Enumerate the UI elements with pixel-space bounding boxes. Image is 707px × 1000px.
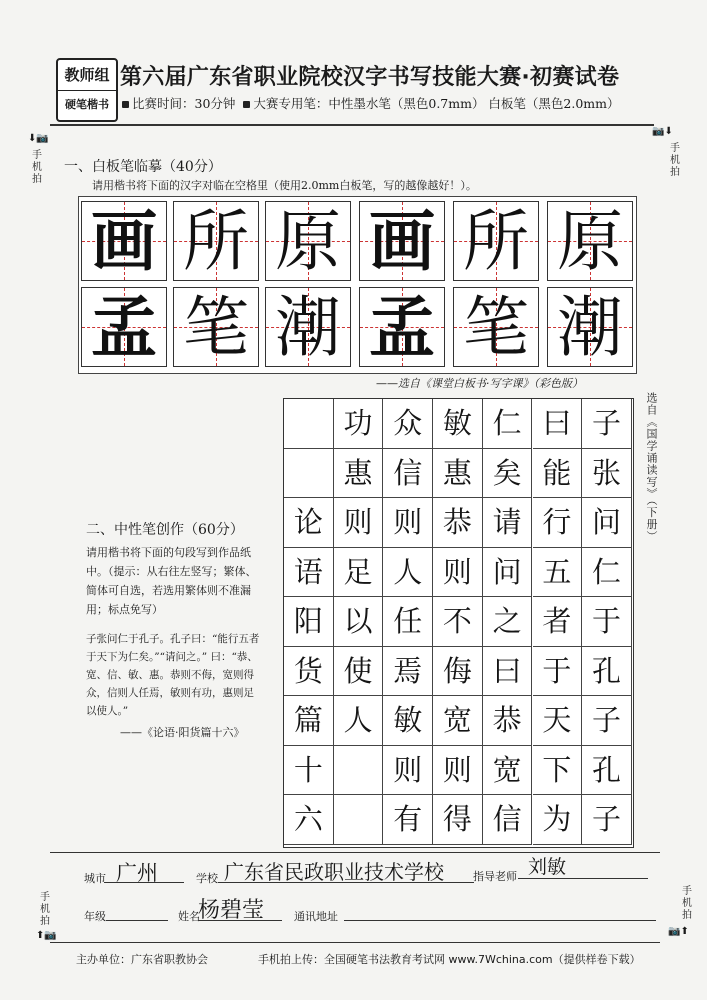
model-char: 笔 xyxy=(183,289,249,366)
grid-cell[interactable]: 行 xyxy=(533,498,583,548)
side-label-left: 手机拍 xyxy=(32,150,42,185)
model-cell xyxy=(265,287,351,367)
bullet-icon xyxy=(122,101,129,108)
grid-cell[interactable]: 能 xyxy=(533,449,583,499)
copy-cell[interactable] xyxy=(359,287,445,367)
model-cell xyxy=(81,287,167,367)
grid-cell[interactable]: 敏 xyxy=(433,399,483,449)
grid-cell[interactable]: 惠 xyxy=(334,449,384,499)
grid-cell[interactable] xyxy=(284,399,334,449)
side-label-left-bottom: 手机拍 xyxy=(40,892,50,927)
copy-cell[interactable] xyxy=(359,201,445,281)
grid-cell[interactable]: 则 xyxy=(383,746,433,796)
grid-cell[interactable]: 六 xyxy=(284,795,334,845)
grid-cell[interactable]: 曰 xyxy=(533,399,583,449)
grid-cell[interactable]: 货 xyxy=(284,647,334,697)
side-label-right: 手机拍 xyxy=(670,143,680,178)
grid-cell[interactable]: 使 xyxy=(334,647,384,697)
model-char: 原 xyxy=(275,203,341,280)
section1-source: ——选自《课堂白板书·写字课》（彩色版） xyxy=(376,377,583,390)
grid-cell[interactable]: 者 xyxy=(533,597,583,647)
grid-cell[interactable]: 论 xyxy=(284,498,334,548)
grid-cell[interactable]: 信 xyxy=(383,449,433,499)
category-badge xyxy=(56,58,118,122)
grid-cell[interactable]: 有 xyxy=(383,795,433,845)
grid-cell[interactable]: 为 xyxy=(533,795,583,845)
grid-cell[interactable]: 侮 xyxy=(433,647,483,697)
grid-cell[interactable]: 恭 xyxy=(433,498,483,548)
organizer: 主办单位：广东省职教协会 xyxy=(76,953,208,966)
grid-cell[interactable]: 曰 xyxy=(483,647,533,697)
model-cell xyxy=(81,201,167,281)
city-value: 广州 xyxy=(116,861,158,885)
badge-group: 教师组 xyxy=(58,60,116,91)
copy-char: 所 xyxy=(463,203,529,280)
copy-char: 原 xyxy=(557,203,623,280)
grid-cell[interactable]: 则 xyxy=(433,746,483,796)
grid-cell[interactable]: 十 xyxy=(284,746,334,796)
grid-cell[interactable]: 之 xyxy=(483,597,533,647)
model-cell xyxy=(173,287,259,367)
exam-pens: 大赛专用笔：中性墨水笔（黑色0.7mm） 白板笔（黑色2.0mm） xyxy=(253,96,620,111)
grade-field[interactable] xyxy=(106,902,168,921)
grid-cell[interactable]: 恭 xyxy=(483,696,533,746)
section2-passage: 子张问仁于孔子。孔子曰：“能行五者于天下为仁矣。”“请问之。” 曰：“恭、宽、信、敏、惠。恭则不侮，宽则得众，信则人任焉，敏则有功，惠则足以使人。” xyxy=(86,633,260,717)
camera-up-icon: ⬆📷 xyxy=(36,930,57,941)
grid-cell[interactable]: 不 xyxy=(433,597,483,647)
model-practice-area xyxy=(78,196,637,374)
grid-cell[interactable]: 宽 xyxy=(433,696,483,746)
copy-cell[interactable] xyxy=(453,287,539,367)
copy-cell[interactable] xyxy=(547,201,633,281)
copy-char: 画 xyxy=(369,203,435,280)
teacher-label: 指导老师 xyxy=(473,870,517,883)
grid-cell[interactable]: 于 xyxy=(582,597,632,647)
city-label: 城市 xyxy=(84,872,106,885)
camera-down-icon: 📷⬇ xyxy=(652,126,673,137)
grid-cell[interactable]: 众 xyxy=(383,399,433,449)
grid-cell[interactable]: 矣 xyxy=(483,449,533,499)
grid-cell[interactable]: 问 xyxy=(582,498,632,548)
upload-note: 手机拍上传：全国硬笔书法教育考试网 www.7Wchina.com（提供样卷下载） xyxy=(258,953,641,966)
grid-cell[interactable]: 得 xyxy=(433,795,483,845)
copy-cell[interactable] xyxy=(453,201,539,281)
grid-cell[interactable]: 子 xyxy=(582,795,632,845)
header-divider xyxy=(50,124,654,126)
grid-cell[interactable]: 张 xyxy=(582,449,632,499)
grid-cell[interactable]: 子 xyxy=(582,399,632,449)
grid-cell[interactable]: 功 xyxy=(334,399,384,449)
model-cell xyxy=(265,201,351,281)
grid-cell[interactable]: 阳 xyxy=(284,597,334,647)
camera-down-icon: ⬇📷 xyxy=(28,133,49,144)
model-char: 画 xyxy=(91,203,157,280)
page-title: 第六届广东省职业院校汉字书写技能大赛·初赛试卷 xyxy=(120,65,620,90)
grid-cell[interactable]: 请 xyxy=(483,498,533,548)
grid-cell[interactable]: 天 xyxy=(533,696,583,746)
grid-cell[interactable]: 则 xyxy=(433,548,483,598)
grid-cell[interactable]: 惠 xyxy=(433,449,483,499)
vertical-source: 选自《国学诵读写》（下册） xyxy=(645,392,658,543)
footer-divider xyxy=(50,852,660,853)
grid-cell[interactable]: 于 xyxy=(533,647,583,697)
grid-cell[interactable]: 问 xyxy=(483,548,533,598)
section2-title: 二、中性笔创作（60分） xyxy=(86,522,244,538)
section1-instruction: 请用楷书将下面的汉字对临在空格里（使用2.0mm白板笔，写的越像越好！）。 xyxy=(92,179,477,192)
grid-cell[interactable]: 焉 xyxy=(383,647,433,697)
grid-cell[interactable]: 篇 xyxy=(284,696,334,746)
grade-label: 年级 xyxy=(84,910,106,923)
copy-char: 潮 xyxy=(557,289,623,366)
grid-cell[interactable]: 下 xyxy=(533,746,583,796)
section1-title: 一、白板笔临摹（40分） xyxy=(64,159,222,175)
copy-cell[interactable] xyxy=(547,287,633,367)
grid-cell[interactable]: 仁 xyxy=(582,548,632,598)
grid-cell[interactable]: 任 xyxy=(383,597,433,647)
bullet-icon xyxy=(243,101,250,108)
grid-cell[interactable]: 则 xyxy=(334,498,384,548)
side-label-right-bottom: 手机拍 xyxy=(682,886,692,921)
grid-cell[interactable]: 仁 xyxy=(483,399,533,449)
address-label: 通讯地址 xyxy=(294,910,338,923)
exam-time: 比赛时间：30分钟 xyxy=(132,96,236,111)
address-field[interactable] xyxy=(344,902,656,921)
grid-cell[interactable] xyxy=(334,795,384,845)
grid-cell[interactable]: 足 xyxy=(334,548,384,598)
school-value: 广东省民政职业技术学校 xyxy=(224,860,444,884)
grid-cell[interactable]: 以 xyxy=(334,597,384,647)
writing-grid[interactable] xyxy=(283,398,634,848)
grid-cell[interactable]: 人 xyxy=(383,548,433,598)
grid-cell[interactable] xyxy=(334,746,384,796)
exam-info xyxy=(122,94,620,112)
grid-cell[interactable]: 语 xyxy=(284,548,334,598)
grid-cell[interactable] xyxy=(284,449,334,499)
grid-cell[interactable]: 子 xyxy=(582,696,632,746)
model-char: 孟 xyxy=(91,289,157,366)
grid-cell[interactable]: 宽 xyxy=(483,746,533,796)
name-value: 杨碧莹 xyxy=(198,898,265,923)
passage-source: ——《论语·阳货篇十六》 xyxy=(120,726,245,739)
section2-prompt: 请用楷书将下面的句段写到作品纸中。（提示：从右往左竖写；繁体、简体可自选，若选用繁体则不准漏用；标点免写） xyxy=(86,546,257,616)
bottom-divider xyxy=(50,942,660,943)
grid-cell[interactable]: 信 xyxy=(483,795,533,845)
teacher-value: 刘敏 xyxy=(528,856,567,878)
grid-cell[interactable]: 五 xyxy=(533,548,583,598)
model-cell xyxy=(173,201,259,281)
model-char: 所 xyxy=(183,203,249,280)
grid-cell[interactable]: 孔 xyxy=(582,746,632,796)
school-label: 学校 xyxy=(196,872,218,885)
grid-cell[interactable]: 人 xyxy=(334,696,384,746)
copy-char: 孟 xyxy=(369,289,435,366)
badge-style: 硬笔楷书 xyxy=(65,98,109,111)
grid-cell[interactable]: 则 xyxy=(383,498,433,548)
camera-up-icon: 📷⬆ xyxy=(668,926,689,937)
grid-cell[interactable]: 敏 xyxy=(383,696,433,746)
copy-char: 笔 xyxy=(463,289,529,366)
name-label: 姓名 xyxy=(178,910,200,923)
model-char: 潮 xyxy=(275,289,341,366)
grid-cell[interactable]: 孔 xyxy=(582,647,632,697)
